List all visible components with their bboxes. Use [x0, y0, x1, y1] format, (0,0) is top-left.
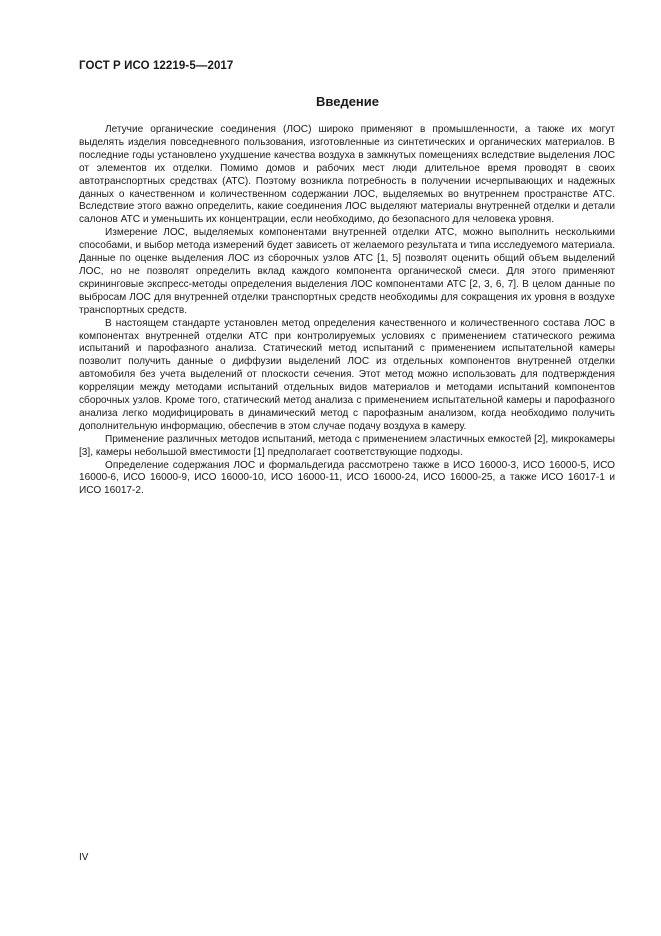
paragraph: Измерение ЛОС, выделяемых компонентами внутренней отделки АТС, можно выполнить несколькими способами, и выбор метода измерений будет зависеть от желаемого результата и типа исследуемого материала. Данные по оценке выделения ЛОС из сборочных узлов АТС [1, 5] позволят оценить общий объем выделений ЛОС, но не позволят определить вклад каждого компонента органической смеси. Для этого применяют скрининговые экспресс-методы определения выделения ЛОС компонентами АТС [2, 3, 6, 7]. В целом данные по выбросам ЛОС для внутренней отделки транспортных средств необходимы для сокращения их уровня в воздухе транспортных средств. [79, 227, 615, 316]
paragraph: В настоящем стандарте установлен метод определения качественного и количественного состава ЛОС в компонентах внутренней отделки АТС при контролируемых условиях с применением статического режима испытаний и парофазного анализа. Статический метод испытаний с применением испытательной камеры позволит получить данные о диффузии выделений ЛОС из отдельных компонентов внутренней отделки автомобиля без учета выделений от плоскости сечения. Этот метод можно использовать для подтверждения корреляции между методами испытаний отдельных видов материалов и методами испытаний компонентов сборочных узлов. Кроме того, статический метод анализа с применением испытательной камеры и парофазного анализа легко модифицировать в динамический метод с парофазным анализом, когда необходимо получить дополнительную информацию, обеспечив в этом случае подачу воздуха в камеру. [79, 317, 615, 432]
document-header: ГОСТ Р ИСО 12219-5—2017 [79, 60, 234, 72]
paragraph: Летучие органические соединения (ЛОС) широко применяют в промышленности, а также их могут выделять изделия повседневного пользования, изготовленные из синтетических и органических материалов. В последние годы установлено ухудшение качества воздуха в замкнутых помещениях вследствие выделения ЛОС от элементов их отделки. Помимо домов и рабочих мест люди длительное время проводят в своих автотранспортных средствах (АТС). Поэтому возникла потребность в получении исчерпывающих и надежных данных о качественном и количественном содержании ЛОС, выделяемых во внутреннем пространстве АТС. Вследствие этого важно определить, какие соединения ЛОС выделяют материалы внутренней отделки и детали салонов АТС и уменьшить их концентрации, если необходимо, до безопасного для человека уровня. [79, 124, 615, 226]
body-text [79, 124, 615, 498]
paragraph: Определение содержания ЛОС и формальдегида рассмотрено также в ИСО 16000-3, ИСО 16000-5, ИСО 16000-6, ИСО 16000-9, ИСО 16000-10, ИСО 16000-11, ИСО 16000-24, ИСО 16000-25, а также ИСО 16017-1 и ИСО 16017-2. [79, 459, 615, 497]
page-number: IV [79, 852, 89, 863]
section-title: Введение [316, 94, 379, 109]
paragraph: Применение различных методов испытаний, метода с применением эластичных емкостей [2], микрокамеры [3], камеры небольшой вместимости [1] предполагает соответствующие подходы. [79, 433, 615, 458]
